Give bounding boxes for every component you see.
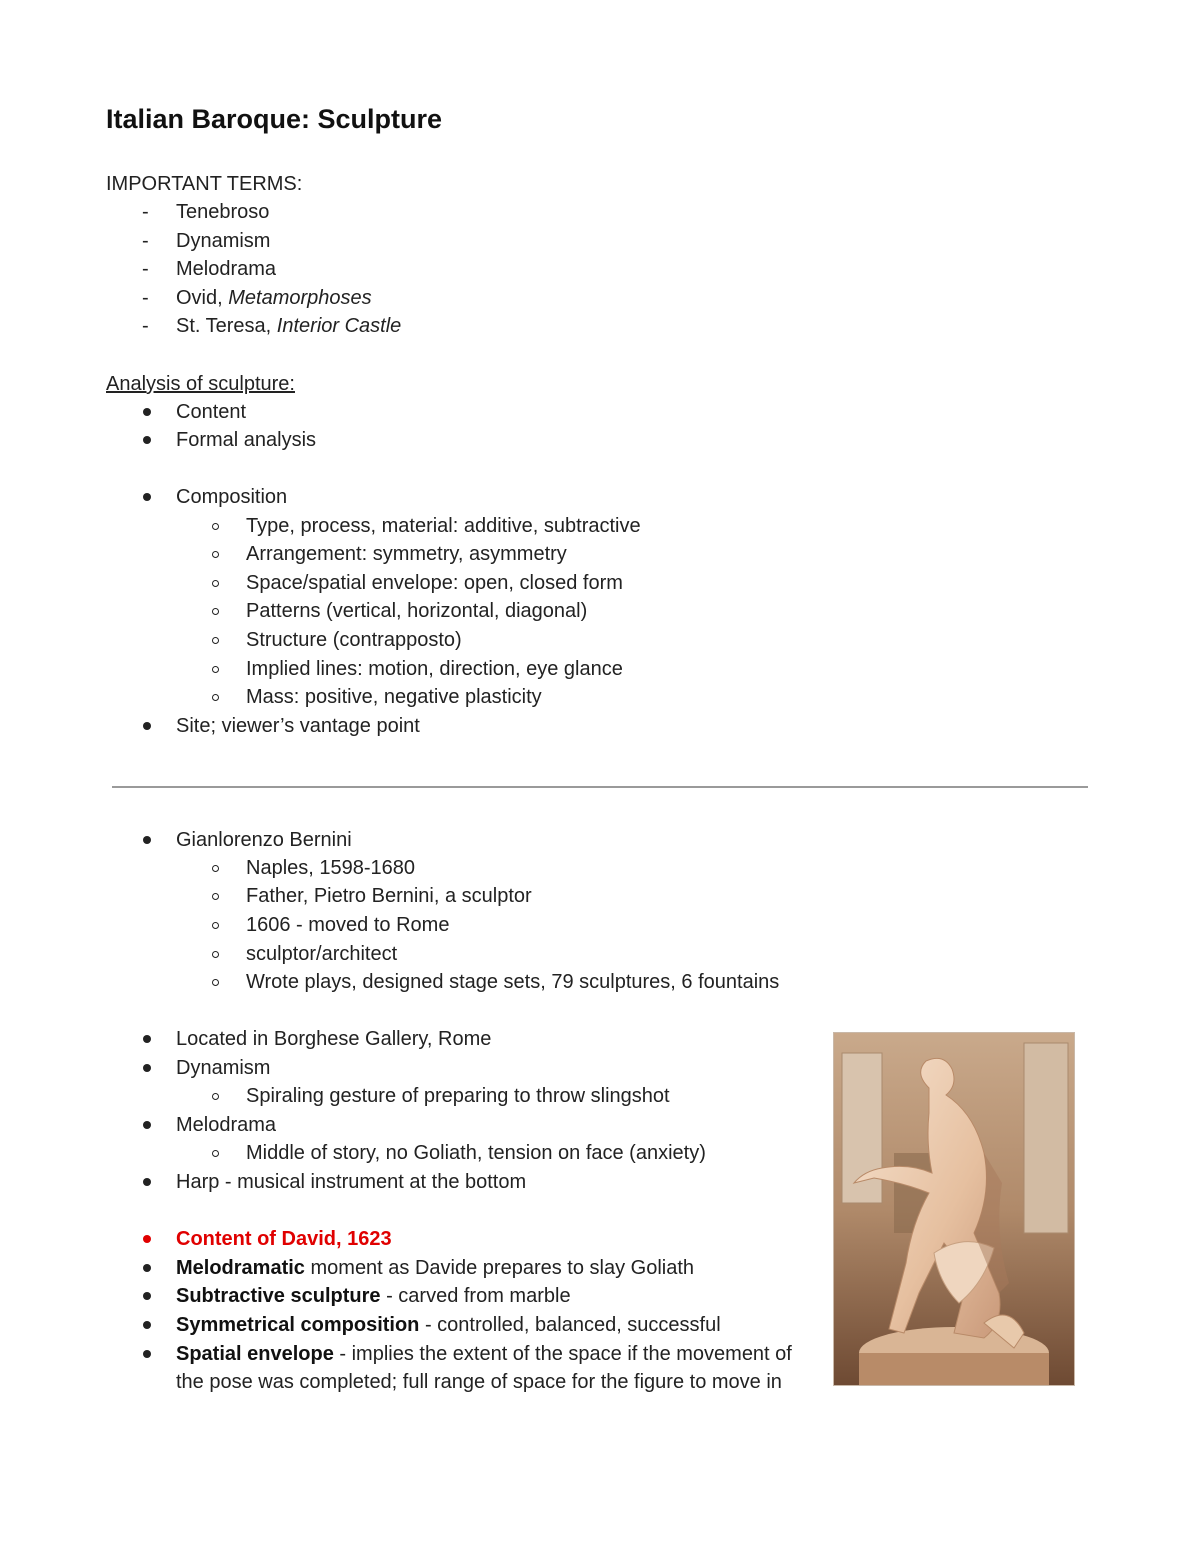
sub-list-item: Spiraling gesture of preparing to throw slingshot bbox=[246, 1085, 670, 1107]
term-item: Ovid, Metamorphoses bbox=[176, 287, 372, 309]
list-item: Melodramatic moment as Davide prepares to slay Goliath bbox=[176, 1257, 695, 1279]
bullet-icon bbox=[143, 722, 151, 730]
analysis-heading: Analysis of sculpture: bbox=[106, 373, 295, 395]
list-item: Site; viewer’s vantage point bbox=[176, 715, 420, 737]
bullet-icon bbox=[143, 408, 151, 416]
bullet-icon bbox=[143, 1035, 151, 1043]
circle-bullet-icon bbox=[212, 922, 219, 929]
list-item: Content bbox=[176, 401, 247, 423]
circle-bullet-icon bbox=[212, 1150, 219, 1157]
horizontal-divider bbox=[112, 786, 1088, 788]
list-item: Dynamism bbox=[176, 1057, 271, 1079]
term-item: Dynamism bbox=[176, 230, 271, 252]
sub-list-item: 1606 - moved to Rome bbox=[246, 914, 450, 936]
term-item: St. Teresa, Interior Castle bbox=[176, 315, 402, 337]
list-item: Melodrama bbox=[176, 1114, 277, 1136]
sub-list-item: Implied lines: motion, direction, eye glance bbox=[246, 658, 623, 680]
dash-marker: - bbox=[142, 230, 149, 252]
sub-list-item: Middle of story, no Goliath, tension on face (anxiety) bbox=[246, 1142, 706, 1164]
list-item: Located in Borghese Gallery, Rome bbox=[176, 1028, 492, 1050]
circle-bullet-icon bbox=[212, 580, 219, 587]
important-terms-heading: IMPORTANT TERMS: bbox=[106, 173, 303, 195]
list-item: Harp - musical instrument at the bottom bbox=[176, 1171, 527, 1193]
dash-marker: - bbox=[142, 201, 149, 223]
bullet-icon bbox=[143, 836, 151, 844]
circle-bullet-icon bbox=[212, 951, 219, 958]
circle-bullet-icon bbox=[212, 979, 219, 986]
bullet-icon bbox=[143, 436, 151, 444]
dash-marker: - bbox=[142, 258, 149, 280]
page-title: Italian Baroque: Sculpture bbox=[106, 104, 443, 134]
term-item: Melodrama bbox=[176, 258, 277, 280]
list-item: Subtractive sculpture - carved from marble bbox=[176, 1285, 571, 1307]
bullet-icon bbox=[143, 1178, 151, 1186]
circle-bullet-icon bbox=[212, 523, 219, 530]
bullet-icon bbox=[143, 1264, 151, 1272]
circle-bullet-icon bbox=[212, 551, 219, 558]
list-item: Symmetrical composition - controlled, balanced, successful bbox=[176, 1314, 721, 1336]
bullet-icon bbox=[143, 1321, 151, 1329]
sub-list-item: Naples, 1598-1680 bbox=[246, 857, 416, 879]
content-heading: Content of David, 1623 bbox=[176, 1228, 392, 1250]
bullet-icon bbox=[143, 1121, 151, 1129]
sub-list-item: Patterns (vertical, horizontal, diagonal) bbox=[246, 600, 588, 622]
sub-list-item: Space/spatial envelope: open, closed form bbox=[246, 572, 623, 594]
red-bullet-icon bbox=[143, 1235, 151, 1243]
circle-bullet-icon bbox=[212, 694, 219, 701]
circle-bullet-icon bbox=[212, 608, 219, 615]
sub-list-item: Wrote plays, designed stage sets, 79 sculptures, 6 fountains bbox=[246, 971, 780, 993]
bullet-icon bbox=[143, 1064, 151, 1072]
dash-marker: - bbox=[142, 315, 149, 337]
bullet-icon bbox=[143, 1292, 151, 1300]
dash-marker: - bbox=[142, 287, 149, 309]
sub-list-item: Father, Pietro Bernini, a sculptor bbox=[246, 885, 532, 907]
circle-bullet-icon bbox=[212, 637, 219, 644]
circle-bullet-icon bbox=[212, 1093, 219, 1100]
sub-list-item: Structure (contrapposto) bbox=[246, 629, 462, 651]
sub-list-item: Type, process, material: additive, subtractive bbox=[246, 515, 641, 537]
term-item: Tenebroso bbox=[176, 201, 270, 223]
sub-list-item: Arrangement: symmetry, asymmetry bbox=[246, 543, 567, 565]
david-sculpture-photo bbox=[833, 1032, 1075, 1386]
sub-list-item: sculptor/architect bbox=[246, 943, 398, 965]
circle-bullet-icon bbox=[212, 666, 219, 673]
circle-bullet-icon bbox=[212, 865, 219, 872]
circle-bullet-icon bbox=[212, 893, 219, 900]
list-item: Composition bbox=[176, 486, 288, 508]
bullet-icon bbox=[143, 1350, 151, 1358]
list-item: Spatial envelope - implies the extent of the space if the movement of the pose was completed; full range of space for the figure to move in bbox=[176, 1343, 792, 1393]
list-item: Formal analysis bbox=[176, 429, 317, 451]
bullet-icon bbox=[143, 493, 151, 501]
list-item: Gianlorenzo Bernini bbox=[176, 829, 352, 851]
sub-list-item: Mass: positive, negative plasticity bbox=[246, 686, 542, 708]
